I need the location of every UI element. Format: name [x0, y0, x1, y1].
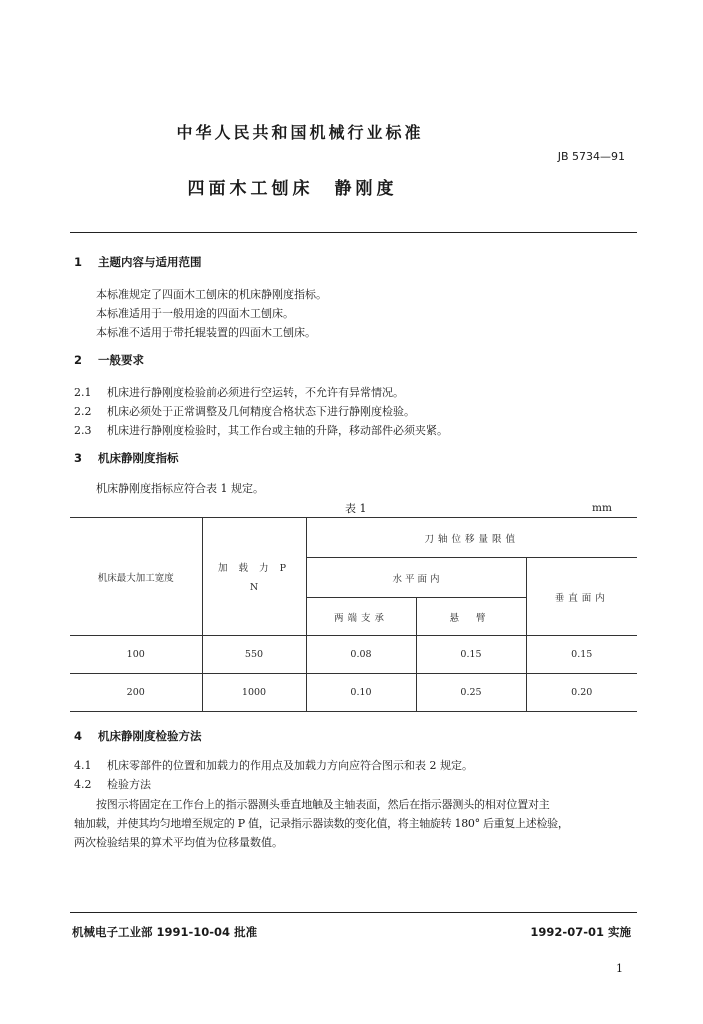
cell-both-ends: 0.08: [306, 636, 416, 674]
item-number: 2.3: [74, 424, 92, 437]
table-row: [70, 674, 637, 712]
cell-width: 100: [70, 636, 202, 674]
item-number: 4.2: [74, 778, 92, 791]
list-item: [74, 757, 473, 773]
item-number: 2.1: [74, 386, 92, 399]
section-title: 机床静刚度检验方法: [98, 729, 202, 743]
stiffness-table: [70, 517, 637, 712]
header-load: [202, 518, 306, 636]
table-caption: 表 1: [345, 502, 367, 515]
item-text: 机床进行静刚度检验前必须进行空运转，不允许有异常情况。: [107, 386, 404, 399]
section-title: 机床静刚度指标: [98, 451, 179, 465]
paragraph: 本标准适用于一般用途的四面木工刨床。: [96, 307, 294, 320]
cell-load: 550: [202, 636, 306, 674]
list-item: [74, 384, 404, 400]
item-number: 4.1: [74, 759, 92, 772]
section-title: 主题内容与适用范围: [98, 255, 202, 269]
section-title: 一般要求: [98, 353, 144, 367]
paragraph: 本标准不适用于带托辊装置的四面木工刨床。: [96, 326, 316, 339]
section-4-heading: [74, 728, 202, 744]
item-number: 2.2: [74, 405, 92, 418]
page-title: 四面木工刨床 静刚度: [187, 179, 398, 199]
approval-note: 机械电子工业部 1991-10-04 批准: [72, 925, 258, 939]
organization-title: 中华人民共和国机械行业标准: [176, 123, 424, 142]
item-text: 机床零部件的位置和加载力的作用点及加载力方向应符合图示和表 2 规定。: [107, 759, 473, 772]
section-3-heading: [74, 450, 179, 466]
page-number: 1: [616, 962, 623, 975]
method-paragraph-line: 按图示将固定在工作台上的指示器测头垂直地触及主轴表面，然后在指示器测头的相对位置对主: [96, 798, 550, 811]
cell-cantilever: 0.15: [416, 636, 526, 674]
header-cantilever: 悬 臂: [416, 598, 526, 636]
effective-date: 1992-07-01 实施: [530, 925, 631, 939]
table-unit: mm: [592, 502, 612, 514]
section-number: 4: [74, 729, 83, 743]
cell-width: 200: [70, 674, 202, 712]
item-text: 检验方法: [107, 778, 151, 791]
load-unit: N: [249, 582, 259, 593]
paragraph: 机床静刚度指标应符合表 1 规定。: [96, 482, 264, 495]
item-text: 机床必须处于正常调整及几何精度合格状态下进行静刚度检验。: [107, 405, 415, 418]
section-number: 2: [74, 353, 83, 367]
header-vertical: 垂直面内: [526, 558, 637, 636]
header-both-ends: 两端支承: [306, 598, 416, 636]
cell-vertical: 0.15: [526, 636, 637, 674]
section-number: 3: [74, 451, 83, 465]
section-2-heading: [74, 352, 144, 368]
header-horizontal: 水 平 面 内: [306, 558, 526, 598]
list-item: [74, 422, 448, 438]
cell-both-ends: 0.10: [306, 674, 416, 712]
cell-cantilever: 0.25: [416, 674, 526, 712]
item-text: 机床进行静刚度检验时，其工作台或主轴的升降，移动部件必须夹紧。: [107, 424, 448, 437]
cell-load: 1000: [202, 674, 306, 712]
section-1-heading: [74, 254, 202, 270]
method-paragraph-line: 两次检验结果的算术平均值为位移量数值。: [74, 836, 283, 849]
header-displacement-limit: 刀轴位移量限值: [306, 518, 637, 558]
section-number: 1: [74, 255, 83, 269]
list-item: [74, 776, 151, 792]
method-paragraph-line: 轴加载，并使其均匀地增至规定的 P 值，记录指示器读数的变化值，将主轴旋转 180° 后重复上述检验，: [74, 817, 569, 830]
cell-vertical: 0.20: [526, 674, 637, 712]
header-max-width: 机床最大加工宽度: [70, 518, 202, 636]
standard-code: JB 5734—91: [557, 150, 625, 163]
table-row: [70, 636, 637, 674]
footer-divider: [70, 912, 637, 913]
paragraph: 本标准规定了四面木工刨床的机床静刚度指标。: [96, 288, 327, 301]
load-label: 加 载 力 P: [218, 563, 290, 574]
header-divider: [70, 232, 637, 233]
list-item: [74, 403, 415, 419]
